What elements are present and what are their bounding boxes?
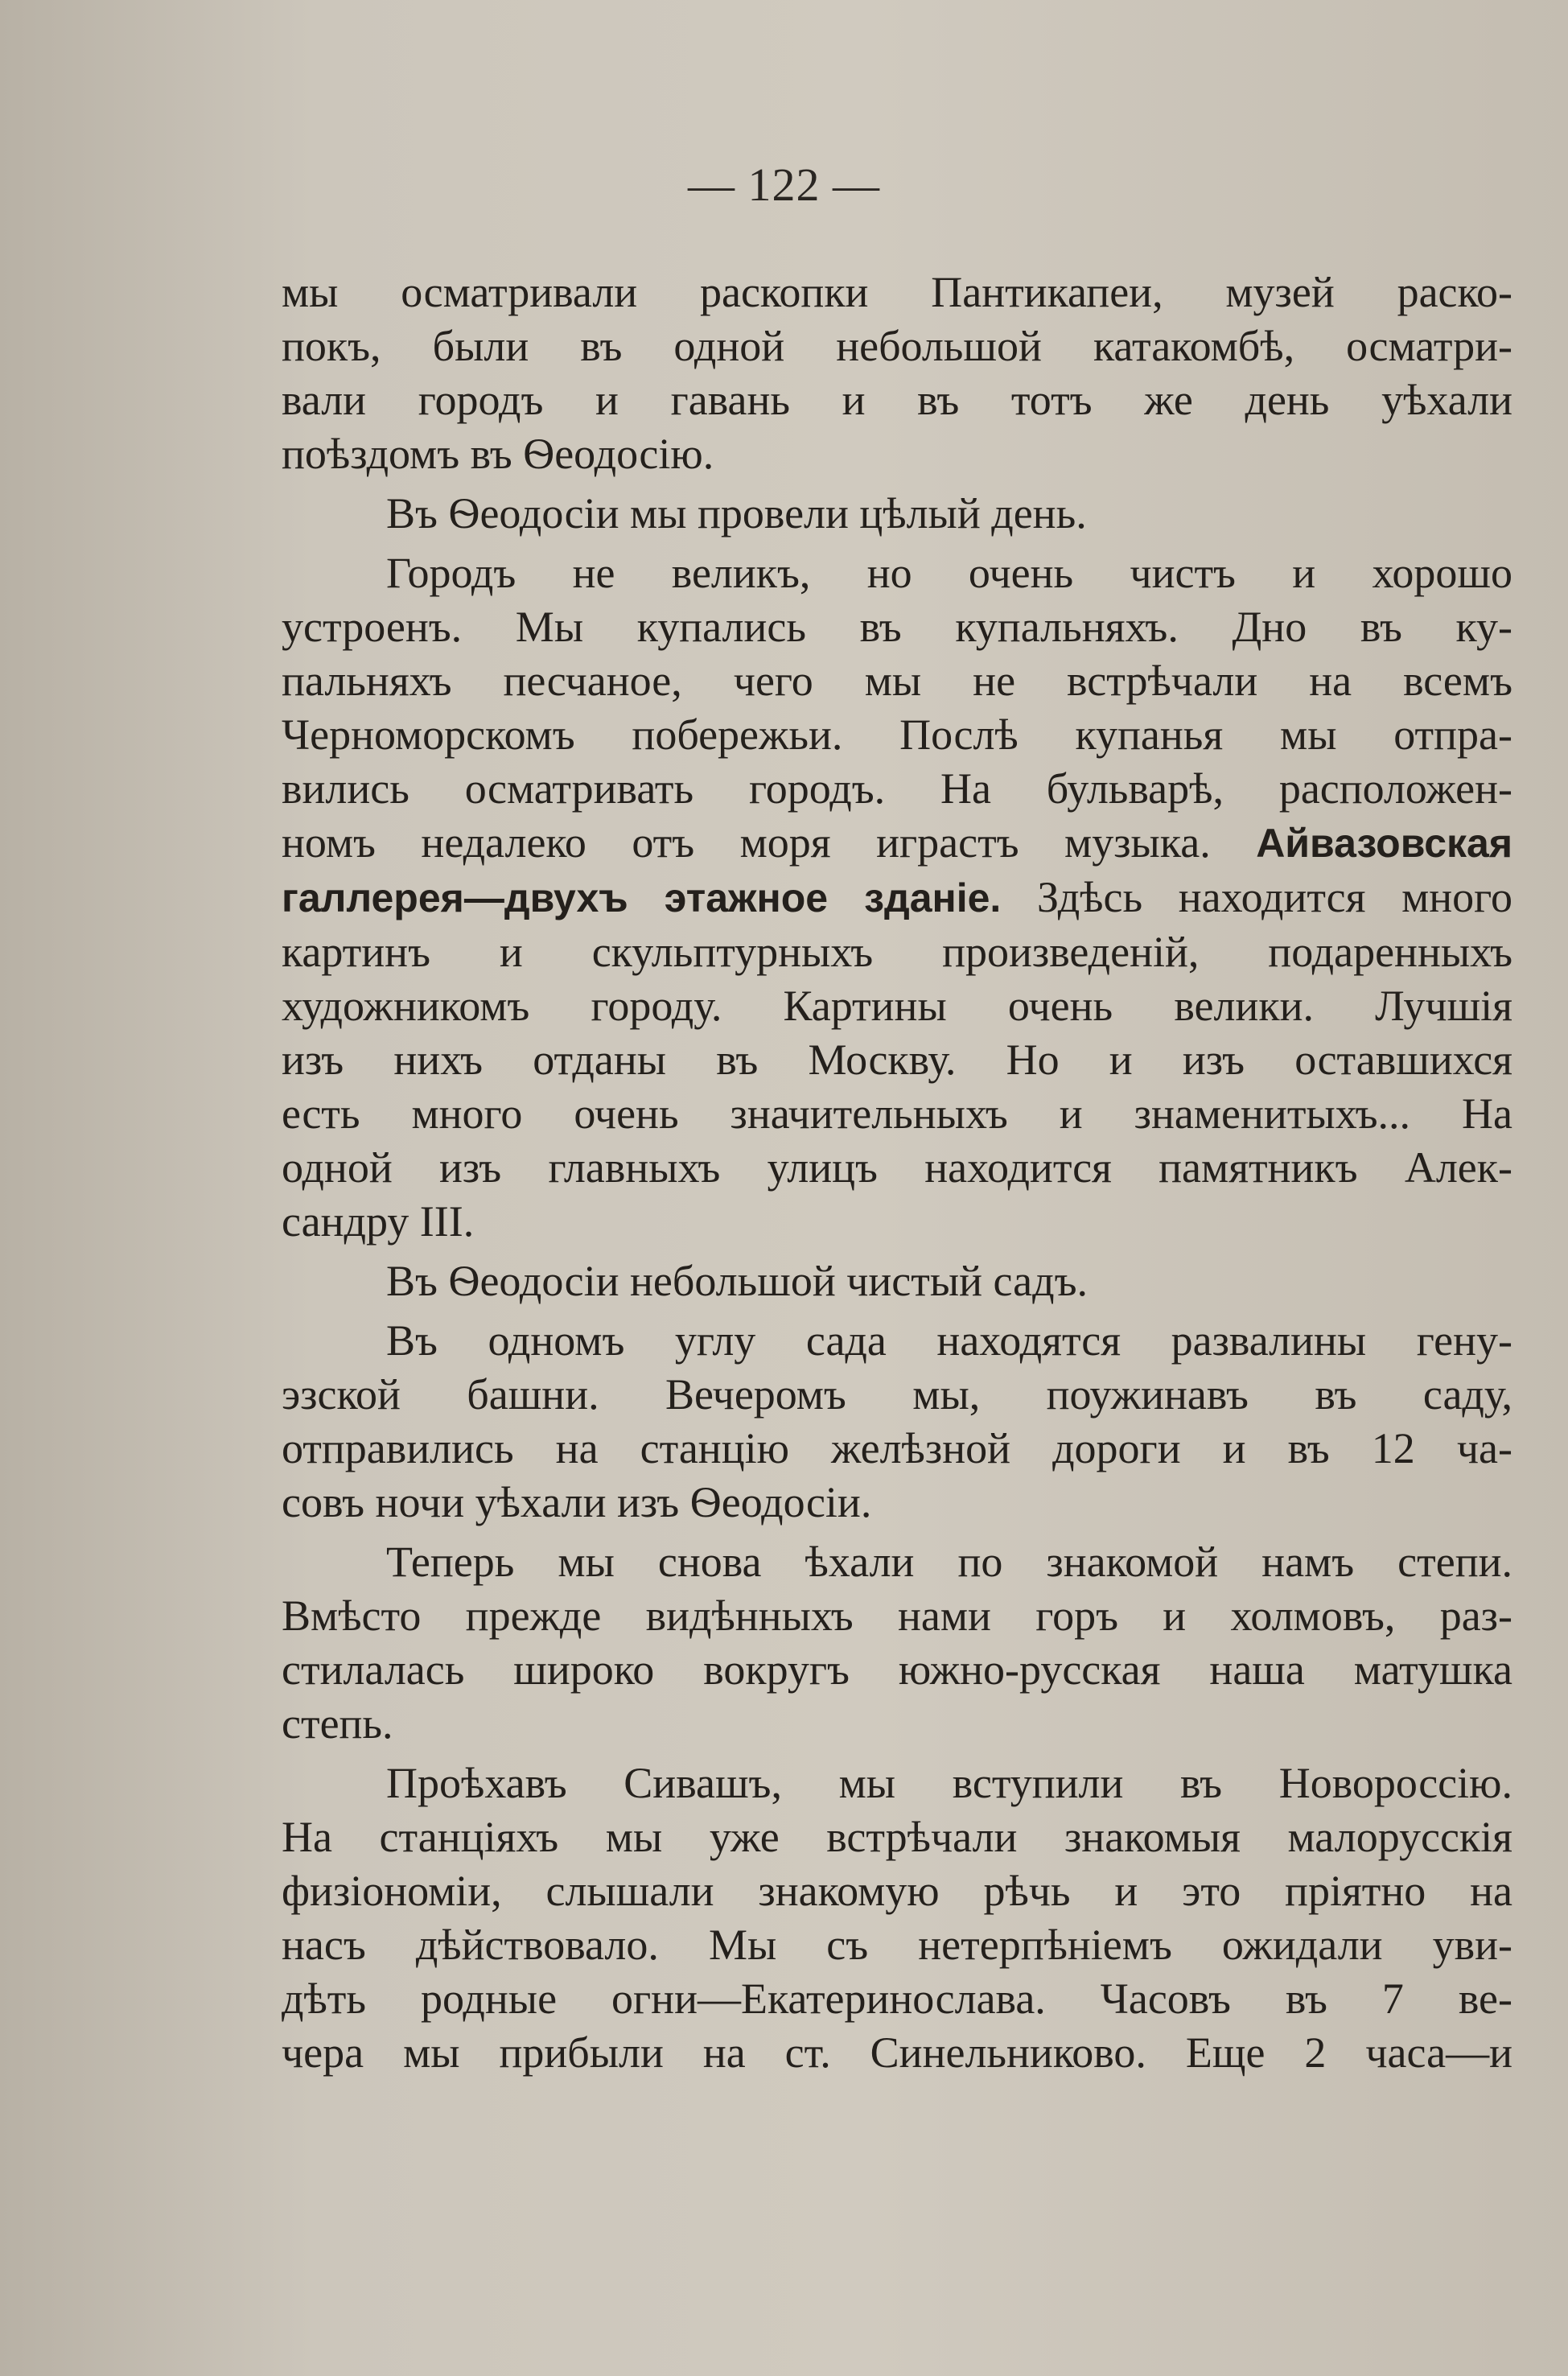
text-line: сандру III.	[282, 1197, 475, 1246]
text-fragment: номъ недалеко отъ моря играстъ музыка.	[282, 818, 1211, 867]
text-line: Проѣхавъ Сивашъ, мы вступили въ Новороссію.	[386, 1759, 1512, 1807]
body-text	[282, 266, 1512, 2080]
text-line: Въ Ѳеодосіи мы провели цѣлый день.	[386, 489, 1087, 537]
text-line: Въ Ѳеодосіи небольшой чистый садъ.	[386, 1257, 1089, 1305]
text-line: эзской башни. Вечеромъ мы, поужинавъ въ саду,	[282, 1370, 1512, 1419]
text-line: На станціяхъ мы уже встрѣчали знакомыя малорусскія	[282, 1813, 1512, 1861]
text-line-with-bold	[282, 816, 1512, 871]
text-line: степь.	[282, 1699, 393, 1748]
text-line: физіономіи, слышали знакомую рѣчь и это пріятно на	[282, 1867, 1512, 1915]
text-line: поѣздомъ въ Ѳеодосію.	[282, 430, 714, 478]
text-line: Въ одномъ углу сада находятся развалины гену-	[386, 1316, 1512, 1365]
text-line: художникомъ городу. Картины очень велики. Лучшія	[282, 982, 1512, 1030]
text-line: пальняхъ песчаное, чего мы не встрѣчали на всемъ	[282, 657, 1512, 705]
text-line: устроенъ. Мы купались въ купальняхъ. Дно въ ку-	[282, 603, 1512, 651]
text-line: Вмѣсто прежде видѣнныхъ нами горъ и холмовъ, раз-	[282, 1592, 1512, 1640]
text-line: вали городъ и гавань и въ тотъ же день уѣхали	[282, 376, 1512, 424]
text-line: отправились на станцію желѣзной дороги и въ 12 ча-	[282, 1424, 1512, 1472]
text-line: покъ, были въ одной небольшой катакомбѣ, осматри-	[282, 322, 1512, 370]
page-number: — 122 —	[688, 159, 880, 211]
text-line: есть много очень значительныхъ и знаменитыхъ... На	[282, 1089, 1512, 1138]
text-line: Теперь мы снова ѣхали по знакомой намъ степи.	[386, 1538, 1512, 1586]
text-line: насъ дѣйствовало. Мы съ нетерпѣніемъ ожидали уви-	[282, 1921, 1512, 1969]
text-line: чера мы прибыли на ст. Синельниково. Еще 2 часа—и	[282, 2028, 1512, 2077]
text-line: мы осматривали раскопки Пантикапеи, музей раско-	[282, 268, 1512, 316]
text-line: картинъ и скульптурныхъ произведеній, подаренныхъ	[282, 928, 1512, 976]
bold-text-fragment: Айвазовская	[1256, 821, 1513, 866]
text-line: стилалась широко вокругъ южно-русская наша матушка	[282, 1645, 1512, 1694]
text-line: изъ нихъ отданы въ Москву. Но и изъ оставшихся	[282, 1036, 1512, 1084]
text-line-with-bold	[282, 871, 1512, 925]
text-line: дѣть родные огни—Екатеринослава. Часовъ въ 7 ве-	[282, 1975, 1512, 2023]
text-line: Городъ не великъ, но очень чистъ и хорошо	[386, 549, 1512, 597]
text-line: одной изъ главныхъ улицъ находится памятникъ Алек-	[282, 1143, 1512, 1192]
text-line: совъ ночи уѣхали изъ Ѳеодосіи.	[282, 1478, 872, 1526]
bold-text-fragment: галлерея—двухъ этажное зданіе.	[282, 875, 1002, 920]
text-line: Черноморскомъ побережьи. Послѣ купанья мы отпра-	[282, 710, 1512, 759]
text-fragment: Здѣсь находится много	[1036, 873, 1512, 921]
text-line: вились осматривать городъ. На бульварѣ, расположен-	[282, 764, 1512, 813]
